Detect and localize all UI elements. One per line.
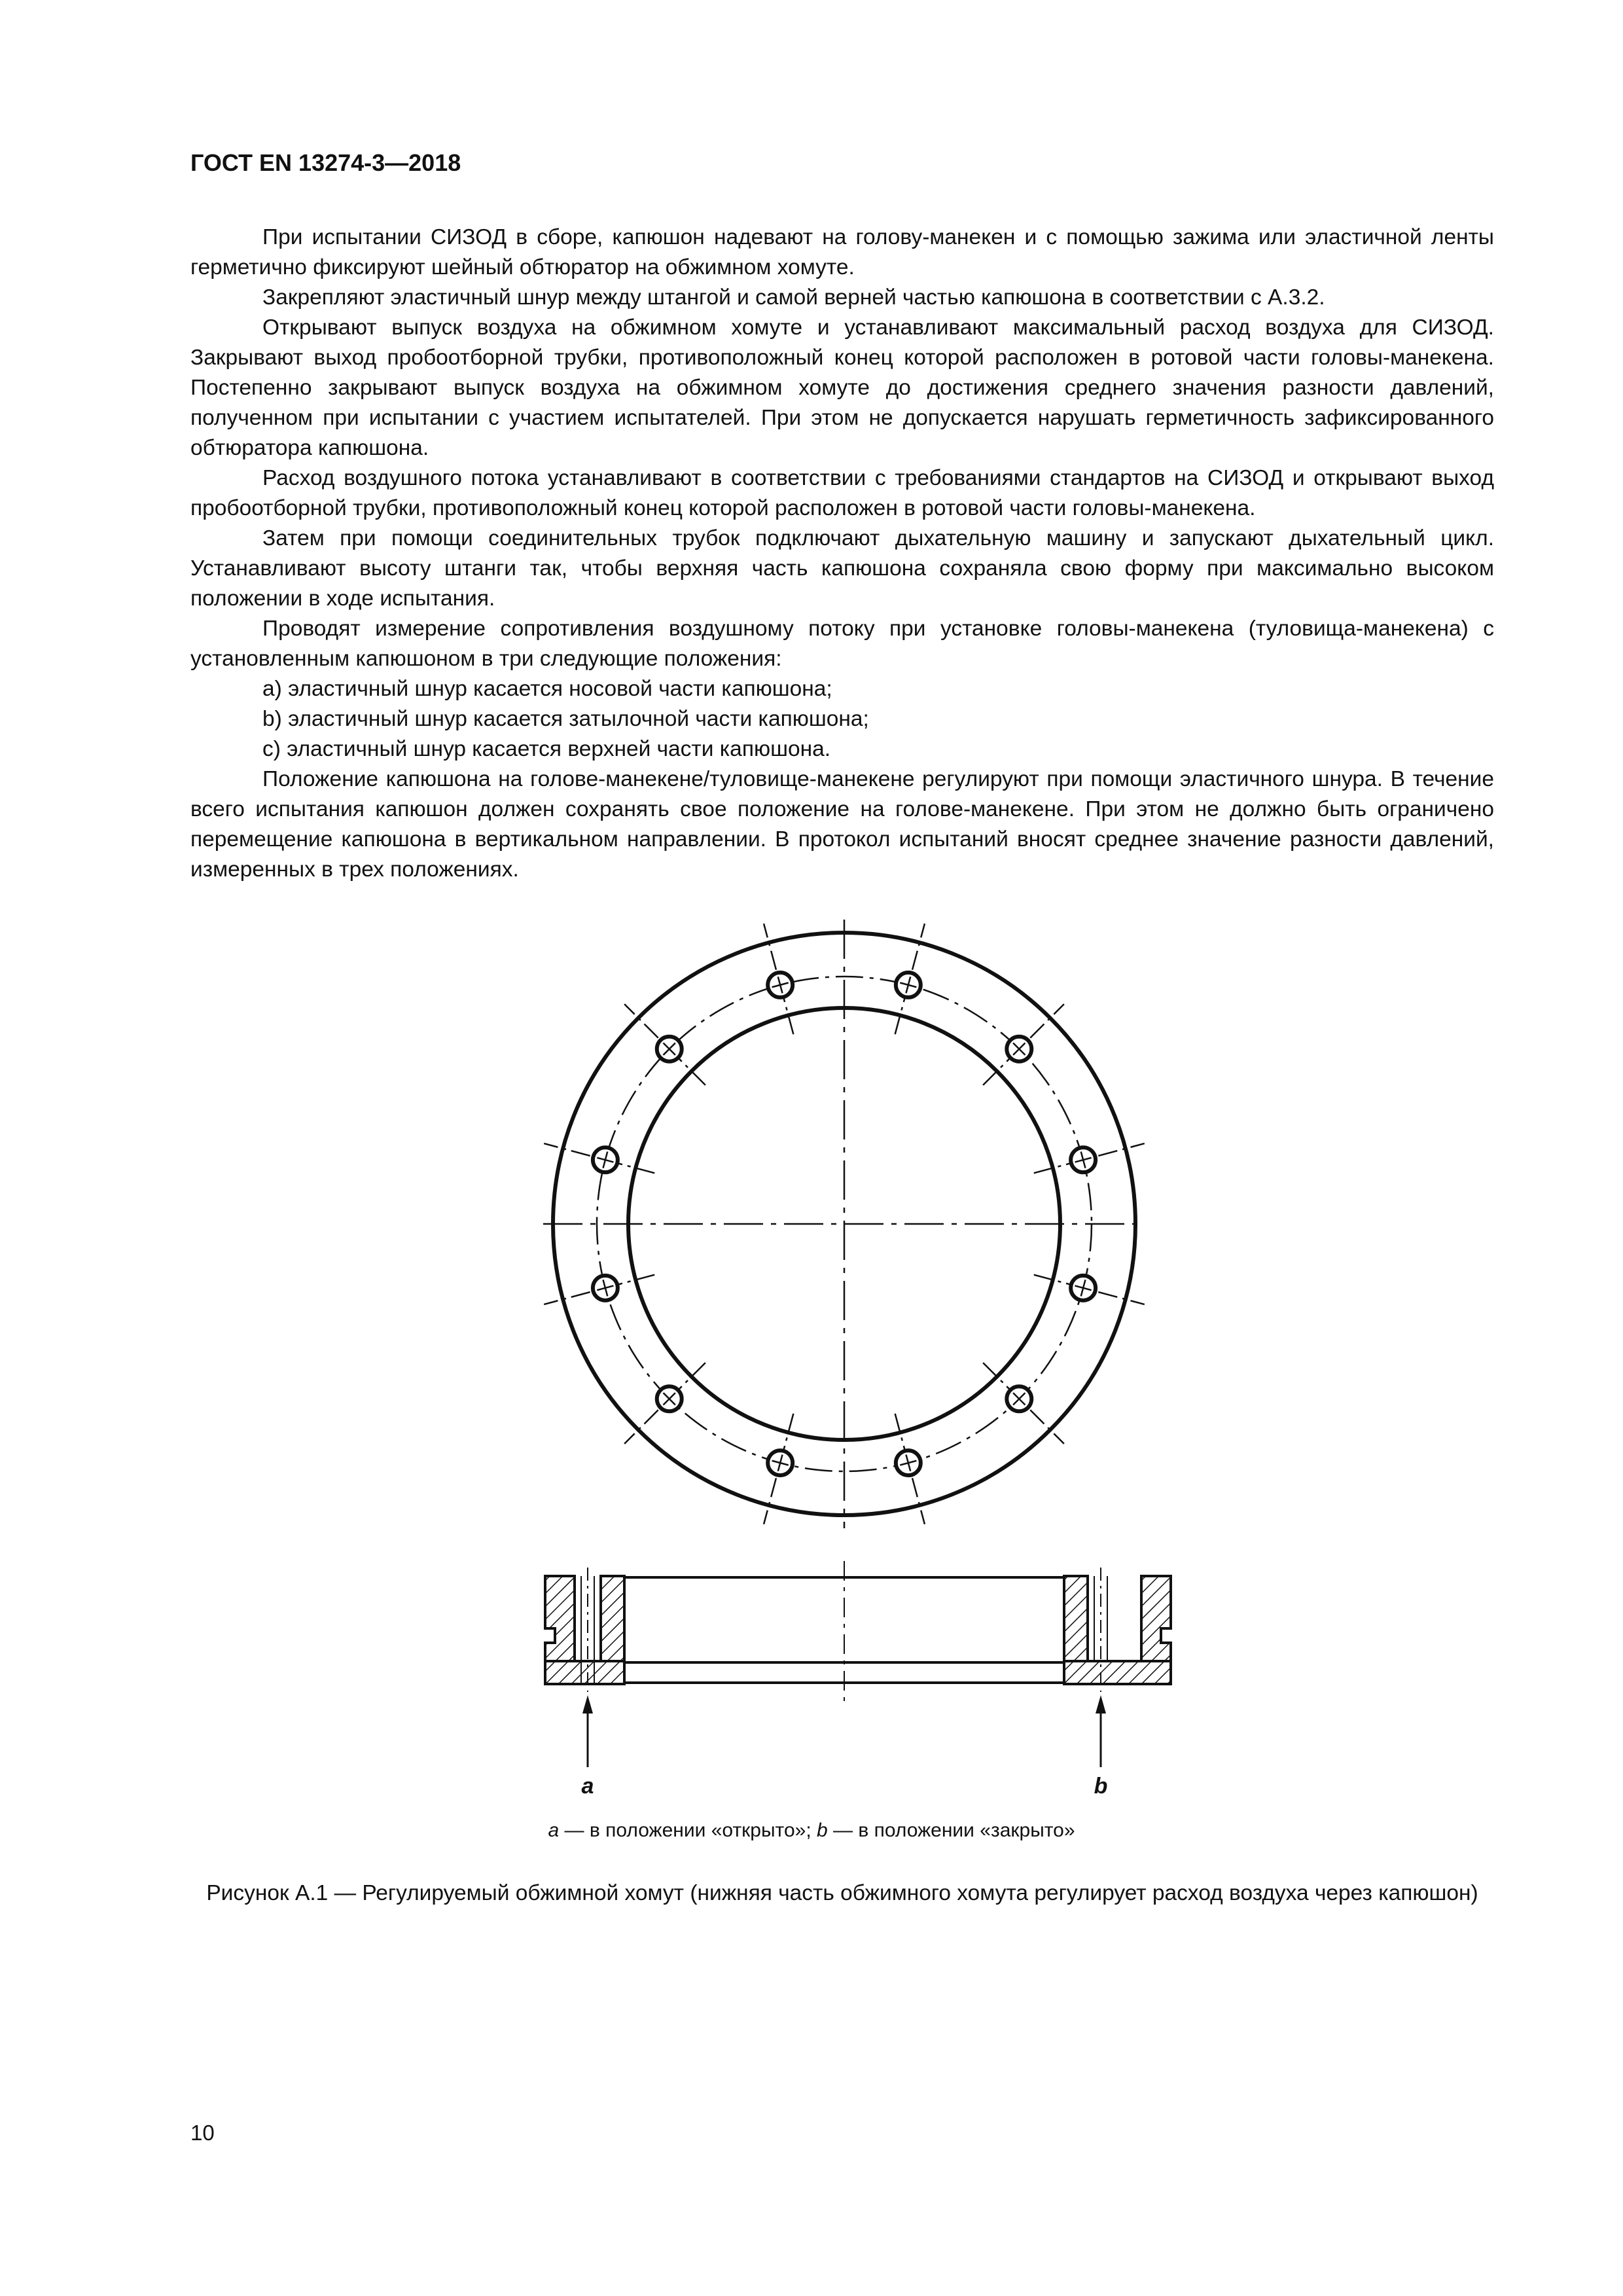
left-wall-outer — [545, 1576, 575, 1661]
legend-b-text: — в положении «закрыто» — [827, 1820, 1075, 1841]
document-header: ГОСТ EN 13274-3—2018 — [190, 149, 461, 176]
paragraph: Закрепляют эластичный шнур между штангой и самой верней частью капюшона в соответствии с А.3.2. — [262, 285, 1325, 310]
list-item: b) эластичный шнур касается затылочной части капюшона; — [262, 707, 869, 731]
arrow-a-head — [582, 1695, 593, 1713]
right-wall-inner — [1064, 1576, 1088, 1661]
legend-a-text: — в положении «открыто»; — [559, 1820, 817, 1841]
right-base — [1064, 1661, 1171, 1684]
paragraph: Открывают выпуск воздуха на обжимном хомуте и устанавливают максимальный расход воздуха для СИЗОД. Закрывают выход пробоотборной трубки, противоположный конец которой расположен в ротовой части головы-манекена. Постепенно закрывают выпуск воздуха на обжимном хомуте до достижения среднего значения разности давлений, полученном при испытании с участием испытателей. При этом не допускается нарушать герметичность зафиксированного обтюратора капюшона. — [190, 315, 1494, 460]
list-item: c) эластичный шнур касается верхней части капюшона. — [262, 737, 831, 761]
legend-b-letter: b — [817, 1820, 828, 1841]
paragraph: Затем при помощи соединительных трубок подключают дыхательную машину и запускают дыхательный цикл. Устанавливают высоту штанги так, чтобы верхняя часть капюшона сохраняла свою форму при максимально высоком положении в ходе испытания. — [190, 526, 1494, 611]
left-wall-inner — [601, 1576, 624, 1661]
paragraph: При испытании СИЗОД в сборе, капюшон надевают на голову-манекен и с помощью зажима или эластичной ленты герметично фиксируют шейный обтюратор на обжимном хомуте. — [190, 225, 1494, 279]
list-item: a) эластичный шнур касается носовой части капюшона; — [262, 677, 832, 701]
label-a: a — [581, 1774, 594, 1799]
legend-a-letter: a — [548, 1820, 560, 1841]
figure-caption: Рисунок А.1 — Регулируемый обжимной хомут (нижняя часть обжимного хомута регулирует расход воздуха через капюшон) — [206, 1881, 1478, 1905]
figure-legend — [0, 1820, 1623, 1842]
left-base — [545, 1661, 624, 1684]
page-number: 10 — [190, 2121, 215, 2145]
arrow-b-head — [1096, 1695, 1106, 1713]
right-wall-outer — [1141, 1576, 1171, 1661]
section-view — [545, 1561, 1171, 1767]
paragraph: Проводят измерение сопротивления воздушному потоку при установке головы-манекена (туловища-манекена) с установленным капюшоном в три следующие положения: — [190, 617, 1494, 671]
paragraph: Положение капюшона на голове-манекене/туловище-манекене регулируют при помощи эластичного шнура. В течение всего испытания капюшон должен сохранять свое положение на голове-манекене. При этом не должно быть ограничено перемещение капюшона в вертикальном направлении. В протокол испытаний вносят среднее значение разности давлений, измеренных в трех положениях. — [190, 767, 1494, 882]
plan-view — [543, 920, 1145, 1528]
label-b: b — [1094, 1774, 1108, 1799]
paragraph: Расход воздушного потока устанавливают в соответствии с требованиями стандартов на СИЗОД и открывают выход пробоотборной трубки, противоположный конец которой расположен в ротовой части головы-манекена. — [190, 466, 1494, 520]
